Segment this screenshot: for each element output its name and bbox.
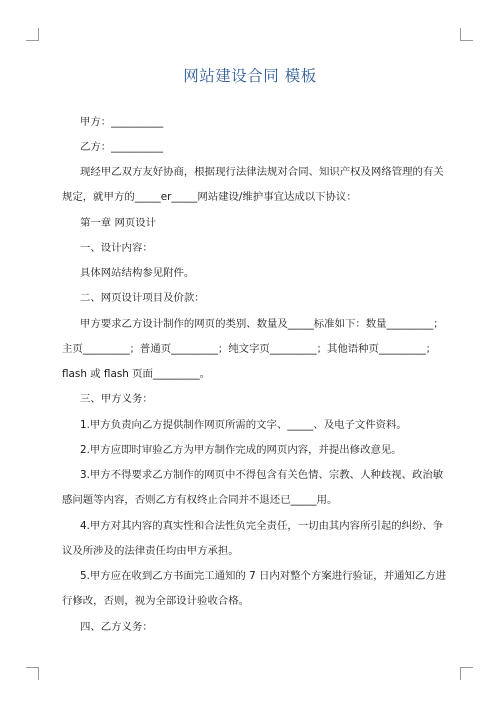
clause-line: 感问题等内容，否则乙方有权终止合同并不退还已_____用。 [62,494,338,506]
section-heading: 一、设计内容： [80,242,153,254]
section-heading: 四、乙方义务： [80,621,153,633]
clause-line: 3.甲方不得要求乙方制作的网页中不得包含有关色情、宗教、人种歧视、政治敏 [80,469,444,481]
paragraph-line: 主页_________；普通页_________；纯文字页_________；其他语种页_________； [62,343,437,355]
paragraph-line: 现经甲乙双方友好协商，根据现行法律法规对合同、知识产权及网络管理的有关 [80,166,444,178]
page-corner-bottom-left [26,667,39,680]
page-corner-top-left [26,28,39,41]
paragraph-line: 具体网站结构参见附件。 [80,267,195,279]
clause-line: 1.甲方负责向乙方提供制作网页所需的文字、_____、及电子文件资料。 [80,419,407,431]
chapter-heading: 第一章 网页设计 [80,217,157,229]
party-a-line: 甲方：__________ [80,116,164,128]
document-title: 网站建设合同 模板 [183,67,317,85]
clause-line: 4.甲方对其内容的真实性和合法性负完全责任，一切由其内容所引起的纠纷、争 [80,520,444,532]
clause-line: 行修改，否则，视为全部设计验收合格。 [62,595,250,607]
page-corner-bottom-right [460,667,473,680]
paragraph-line: flash 或 flash 页面_________。 [62,368,211,380]
section-heading: 二、网页设计项目及价款： [80,292,205,304]
party-b-line: 乙方：__________ [80,141,164,153]
section-heading: 三、甲方义务： [80,393,153,405]
clause-line: 2.甲方应即时审验乙方为甲方制作完成的网页内容，并提出修改意见。 [80,444,402,456]
clause-line: 议及所涉及的法律责任均由甲方承担。 [62,545,239,557]
paragraph-line: 规定，就甲方的_____er_____网站建设/维护事宜达成以下协议： [62,191,357,203]
page-corner-top-right [460,28,473,41]
clause-line: 5.甲方应在收到乙方书面完工通知的 7 日内对整个方案进行验证，并通知乙方进 [80,570,447,582]
paragraph-line: 甲方要求乙方设计制作的网页的类别、数量及_____标准如下：数量_________； [80,318,444,330]
